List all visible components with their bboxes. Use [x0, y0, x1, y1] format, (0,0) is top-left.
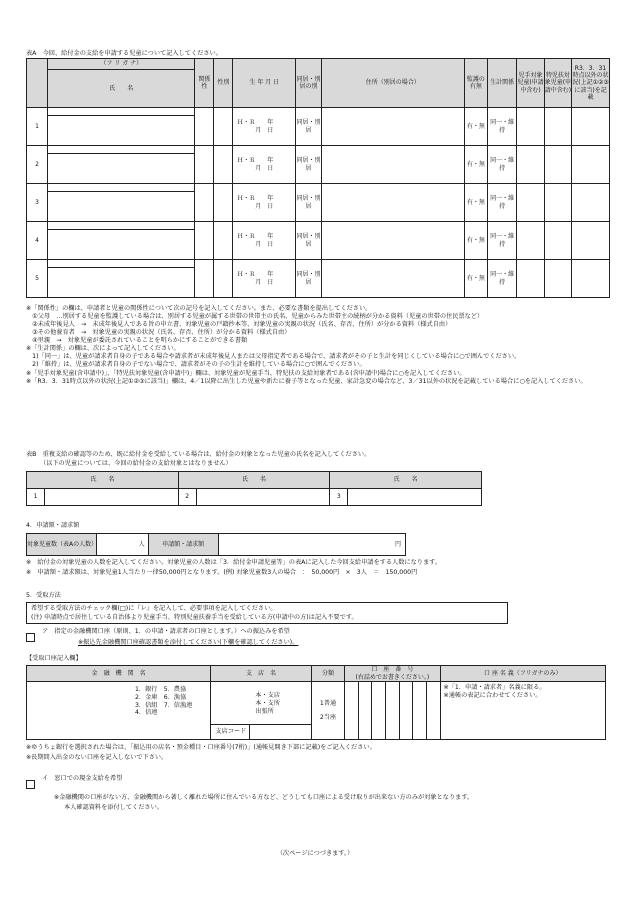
row-number: 3 [27, 184, 48, 222]
year-label: 年 [267, 157, 274, 165]
note-line: ※「児手対象児童(含申請中)」、「特児扶対象児童(含申請中)」欄は、対象児童が児童手当、特児扶の支給対象者である(含申請中)場合に○を記入してください。 [26, 369, 466, 377]
table-b-name-input[interactable] [44, 489, 178, 506]
child-allowance-input[interactable] [517, 222, 544, 260]
bank-type-option[interactable]: 7．信漁連 [163, 701, 193, 709]
bank-type-option[interactable]: 2．金庫 [135, 693, 158, 701]
cohabit-choice[interactable]: 同居・別居 [296, 184, 321, 222]
child-allowance-input[interactable] [517, 146, 544, 184]
special-allowance-input[interactable] [544, 222, 571, 260]
checkbox-icon [26, 780, 35, 789]
relation-header: 関係性 [195, 59, 214, 108]
account-digit-input[interactable] [345, 682, 359, 740]
name-header: 氏 名 [48, 70, 195, 108]
name-input[interactable] [48, 116, 195, 146]
option-a-label: ア 指定の金融機関口座（原則、1．の申請・請求者の口座とします。）への振込みを希望 [42, 628, 290, 635]
month-label: 月 [255, 278, 262, 286]
category-choice[interactable] [311, 682, 345, 740]
day-label: 日 [267, 240, 274, 248]
section-4-note: ※ 申請額・請求額は、対象児童1人当たり一律50,000円となります。(例) 対象児童数3人の場合 ： 50,000円 × 3人 ＝ 150,000円 [26, 569, 418, 576]
birth-prefix: Ｈ・Ｒ [237, 119, 256, 127]
branch-type-option[interactable]: 本・支所 [255, 699, 281, 707]
furigana-input[interactable] [48, 260, 195, 268]
furigana-input[interactable] [48, 146, 195, 154]
account-digit-input[interactable] [372, 682, 386, 740]
special-allowance-input[interactable] [544, 146, 571, 184]
birth-prefix: Ｈ・Ｒ [237, 195, 256, 203]
birth-header: 生 年 月 日 [233, 59, 296, 108]
sex-input[interactable] [214, 108, 233, 146]
option-i-label: イ 窓口での現金支給を希望 [42, 775, 123, 782]
birth-input[interactable] [233, 260, 296, 298]
custody-choice[interactable]: 有・無 [464, 184, 487, 222]
checkbox-icon [26, 633, 35, 642]
account-number-label: 口 座 番 号 [371, 666, 414, 674]
address-header: 住所（別居の場合） [321, 59, 464, 108]
account-digit-input[interactable] [386, 682, 400, 740]
special-allowance-input[interactable] [544, 260, 571, 298]
special-allowance-header: 特児扶対象児童(申請中含む) [544, 59, 571, 108]
day-label: 日 [267, 278, 274, 286]
custody-choice[interactable]: 有・無 [464, 222, 487, 260]
r3-status-input[interactable] [572, 222, 610, 260]
note-line: 2)「維持」は、児童が請求者自身の子でない場合で、請求者がその子の生計を維持している場合に○で囲んでください。 [26, 361, 366, 369]
account-number-header [345, 666, 440, 682]
bank-type-option[interactable]: 5．農協 [163, 686, 187, 693]
furigana-input[interactable] [48, 222, 195, 230]
r3-status-input[interactable] [572, 184, 610, 222]
livelihood-choice[interactable]: 同一・維持 [487, 108, 516, 146]
birth-input[interactable] [233, 222, 296, 260]
address-input[interactable] [321, 184, 464, 222]
year-label: 年 [267, 233, 274, 241]
account-holder-header: 口 座 名 義（フリガナのみ） [440, 666, 605, 682]
day-label: 日 [267, 202, 274, 210]
holder-note: ※通帳の表記に合わせてください。 [443, 691, 542, 699]
branch-code-input[interactable] [249, 725, 250, 739]
table-b-name-input[interactable] [196, 489, 330, 506]
relation-input[interactable] [195, 222, 214, 260]
birth-prefix: Ｈ・Ｒ [237, 233, 256, 241]
address-input[interactable] [321, 108, 464, 146]
livelihood-header: 生計関係 [487, 59, 516, 108]
note-line: ①父母 …別居する児童を監護している場合は、別居する児童が属する世帯の世帯主の氏名、児童からみた世帯主の続柄が分かる資料（児童の世帯の住民票など） [26, 313, 484, 321]
bank-type-list [135, 686, 192, 717]
furigana-input[interactable] [48, 184, 195, 192]
no-header-cell [27, 59, 48, 108]
child-allowance-input[interactable] [517, 260, 544, 298]
amount-input[interactable] [218, 534, 405, 556]
year-label: 年 [267, 195, 274, 203]
address-input[interactable] [321, 222, 464, 260]
bank-name-header: 金 融 機 関 名 [27, 666, 211, 682]
cohabit-choice[interactable]: 同居・別居 [296, 146, 321, 184]
row-number: 2 [27, 146, 48, 184]
livelihood-choice[interactable]: 同一・維持 [487, 260, 516, 298]
option-i-note: 本人確認資料を添付してください。 [64, 804, 163, 811]
table-b-subcaption: （以下の児童については、今回の給付金の支給対象とはなりません） [40, 460, 232, 467]
instruction-line: (注) 申請時点で居住している自治体より児童手当、特別児童扶養手当を受給している方(申請中の方)は記入不要です。 [31, 614, 358, 621]
child-count-input[interactable] [96, 534, 148, 556]
table-a-notes [26, 305, 612, 386]
name-input[interactable] [48, 154, 195, 184]
account-digit-input[interactable] [399, 682, 413, 740]
sex-input[interactable] [214, 184, 233, 222]
cohabit-choice[interactable]: 同居・別居 [296, 222, 321, 260]
livelihood-choice[interactable]: 同一・維持 [487, 222, 516, 260]
post-bank-note: ※長期間入出金のない口座を記入しないで下さい。 [26, 754, 168, 761]
child-allowance-input[interactable] [517, 184, 544, 222]
custody-choice[interactable]: 有・無 [464, 108, 487, 146]
child-allowance-header: 児手対象児童(申請中含む) [517, 59, 544, 108]
table-b-number: 3 [330, 489, 348, 506]
custody-header: 監護の有無 [464, 59, 487, 108]
amount-unit: 円 [394, 540, 401, 548]
bank-type-option[interactable]: 3．信組 [135, 701, 158, 709]
note-line: ④里親 → 対象児童が委託されていることを明らかにすることができる書類 [26, 337, 248, 345]
instruction-line: 希望する受取方法のチェック欄(□)に『レ』を記入して、必要事項を記入してください。 [31, 605, 277, 612]
account-number-sub: (右詰めでお書きください。) [355, 673, 430, 681]
year-label: 年 [267, 119, 274, 127]
note-line: ※「生計関係」の欄は、次によって記入してください。 [26, 345, 180, 353]
table-a [26, 58, 610, 298]
day-label: 日 [267, 126, 274, 134]
furigana-header: （フ リ ガ ナ） [48, 59, 195, 70]
table-b-name-input[interactable] [348, 489, 482, 506]
cohabit-choice[interactable]: 同居・別居 [296, 108, 321, 146]
r3-status-input[interactable] [572, 108, 610, 146]
table-b-name-header: 氏 名 [27, 472, 179, 489]
sex-header: 性別 [214, 59, 233, 108]
child-count-label: 対象児童数（表Aの人数） [27, 534, 97, 556]
note-line: ②未成年後見人 → 未成年後見人である旨の申立書、対象児童の戸籍抄本等、対象児童の実親の状況（氏名、存否、住所）が分かる資料（様式自由） [26, 321, 452, 329]
birth-input[interactable] [233, 146, 296, 184]
cohabit-choice[interactable]: 同居・別居 [296, 260, 321, 298]
note-line: 1)「同一」は、児童が請求者自身の子である場合や請求者が未成年後見人または父母指定者である場合で、請求者がその子と生計を同じくしている場合に○で囲んでください。 [26, 353, 521, 361]
branch-type-option[interactable]: 出張所 [255, 707, 274, 715]
sex-input[interactable] [214, 146, 233, 184]
bank-type-option[interactable]: 1．銀行 [135, 686, 158, 693]
account-digit-input[interactable] [358, 682, 372, 740]
branch-type-option[interactable]: 本・支店 [255, 692, 281, 699]
bank-type-option[interactable]: 4．信連 [135, 709, 158, 717]
special-allowance-input[interactable] [544, 184, 571, 222]
relation-input[interactable] [195, 108, 214, 146]
note-line: ※「R3．3．31時点以外の状況(上記①②③に該当)」欄は、4／1以降に出生した児童や新たに養子等となった児童、家計急変の場合など、3／31以外の状況を記載している場合に○を記入してください。 [26, 377, 587, 385]
amount-table [26, 533, 406, 556]
sex-input[interactable] [214, 260, 233, 298]
r3-status-header: R3．3．31時点以外の状況(上記①②③に該当)を記載 [572, 59, 610, 108]
livelihood-choice[interactable]: 同一・維持 [487, 184, 516, 222]
day-label: 日 [267, 164, 274, 172]
branch-type-list [255, 692, 280, 715]
account-holder-input[interactable] [440, 682, 605, 740]
table-b-caption: 表B 重複支給の確認等のため、既に給付金を受給している場合は、給付金の対象となった児童の氏名を記入してください。 [26, 451, 371, 458]
name-input[interactable] [48, 192, 195, 222]
custody-choice[interactable]: 有・無 [464, 146, 487, 184]
cohabit-header: 同居・別居の別 [296, 59, 321, 108]
table-b-number: 2 [178, 489, 196, 506]
birth-prefix: Ｈ・Ｒ [237, 271, 256, 279]
option-i-note: ※金融機関の口座がない方、金融機関から著しく離れた場所に住んでいる方など、どうしても口座による受け取りが出来ない方のみが対象となります。 [54, 794, 474, 801]
address-input[interactable] [321, 260, 464, 298]
bank-type-option[interactable]: 6．漁協 [163, 693, 187, 701]
table-b-number: 1 [27, 489, 45, 506]
category-header: 分類 [311, 666, 345, 682]
custody-choice[interactable]: 有・無 [464, 260, 487, 298]
bank-name-input[interactable] [27, 682, 211, 740]
table-a-caption: 表A 今回、給付金の支給を申請する児童について記入してください。 [26, 50, 222, 57]
table-b-name-header: 氏 名 [330, 472, 482, 489]
birth-input[interactable] [233, 108, 296, 146]
section-4-title: 4．申請額・請求額 [26, 522, 80, 529]
r3-status-input[interactable] [572, 146, 610, 184]
relation-input[interactable] [195, 184, 214, 222]
instruction-box [26, 602, 508, 624]
month-label: 月 [255, 202, 262, 210]
furigana-input[interactable] [48, 108, 195, 116]
table-b-name-header: 氏 名 [178, 472, 330, 489]
account-table [26, 665, 606, 740]
holder-note: ※「1．申請・請求者」名義に限る。 [443, 684, 546, 691]
option-a-note: ※振込先金融機関口座確認書類を添付してください(下欄を確認してください)。 [78, 639, 299, 646]
month-label: 月 [255, 126, 262, 134]
livelihood-choice[interactable]: 同一・維持 [487, 146, 516, 184]
post-bank-note: ※ゆうちょ銀行を選択された場合は、「振込用の店名・預金種目・口座番号(7桁)」(通帳見開き下部に記載)をご記入ください。 [26, 744, 376, 751]
year-label: 年 [267, 271, 274, 279]
row-number: 5 [27, 260, 48, 298]
name-input[interactable] [48, 268, 195, 298]
option-a-checkbox[interactable] [26, 627, 35, 646]
category-option[interactable]: 1普通 [319, 699, 337, 707]
option-i-checkbox[interactable] [26, 774, 35, 793]
table-b [26, 471, 482, 506]
account-digit-input[interactable] [413, 682, 427, 740]
child-allowance-input[interactable] [517, 108, 544, 146]
birth-prefix: Ｈ・Ｒ [237, 157, 256, 165]
branch-name-input[interactable] [211, 682, 312, 740]
section-5-title: 5．受取方法 [26, 592, 61, 599]
address-input[interactable] [321, 146, 464, 184]
count-unit: 人 [138, 540, 145, 548]
month-label: 月 [255, 164, 262, 172]
category-option[interactable]: 2当座 [319, 713, 337, 721]
branch-name-header: 支 店 名 [211, 666, 312, 682]
row-number: 4 [27, 222, 48, 260]
note-line: ※「関係性」の欄は、申請者と児童の関係性について次の記号を記入してください。また、必要な書類を提出してください。 [26, 305, 372, 312]
branch-code-row [211, 724, 311, 739]
note-line: ③その他養育者 → 対象児童の実親の状況（氏名、存否、住所）が分かる資料（様式自由） [26, 329, 291, 337]
amount-label: 申請額・請求額 [148, 534, 218, 556]
section-4-note: ※ 給付金の対象児童の人数を記入してください。対象児童の人数は「3．給付金申請児童等」の表Aに記入した今回支給申請をする人数になります。 [26, 559, 442, 566]
footer-continued: （次ページにつづきます。） [276, 850, 354, 857]
sex-input[interactable] [214, 222, 233, 260]
row-number: 1 [27, 108, 48, 146]
name-input[interactable] [48, 230, 195, 260]
birth-input[interactable] [233, 184, 296, 222]
relation-input[interactable] [195, 260, 214, 298]
relation-input[interactable] [195, 146, 214, 184]
special-allowance-input[interactable] [544, 108, 571, 146]
account-digit-input[interactable] [426, 682, 440, 740]
r3-status-input[interactable] [572, 260, 610, 298]
branch-code-label: 支店コード [215, 728, 247, 735]
account-section-title: 【受取口座記入欄】 [26, 655, 82, 662]
month-label: 月 [255, 240, 262, 248]
